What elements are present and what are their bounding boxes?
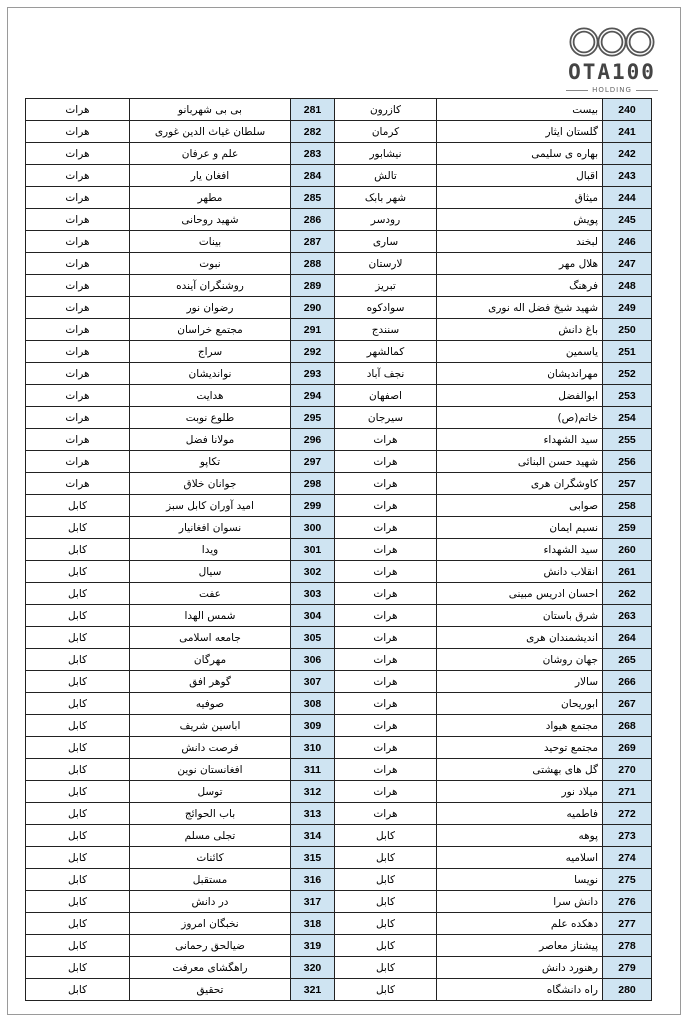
table-row [26,209,652,231]
table-row [26,803,652,825]
left-number-cell: 256 [603,451,652,473]
left-city-cell: رودسر [335,209,437,231]
left-city-cell: هرات [335,627,437,649]
left-name-cell: باغ دانش [437,319,603,341]
table-row [26,737,652,759]
right-name-cell: تحقیق [130,979,291,1001]
right-number-cell: 283 [291,143,335,165]
right-name-cell: بی بی شهربانو [130,99,291,121]
right-number-cell: 309 [291,715,335,737]
right-city-cell: هرات [26,297,130,319]
right-city-cell: کابل [26,671,130,693]
left-name-cell: اسلامیه [437,847,603,869]
left-city-cell: لارستان [335,253,437,275]
left-number-cell: 261 [603,561,652,583]
right-number-cell: 299 [291,495,335,517]
right-city-cell: هرات [26,99,130,121]
right-name-cell: روشنگران آینده [130,275,291,297]
knot-emblem-icon [562,22,662,62]
left-name-cell: فاطمیه [437,803,603,825]
right-city-cell: هرات [26,363,130,385]
left-city-cell: هرات [335,451,437,473]
table-row [26,407,652,429]
right-number-cell: 293 [291,363,335,385]
left-city-cell: کابل [335,847,437,869]
right-city-cell: کابل [26,979,130,1001]
table-row [26,649,652,671]
right-city-cell: کابل [26,649,130,671]
left-number-cell: 272 [603,803,652,825]
left-name-cell: میثاق [437,187,603,209]
right-number-cell: 307 [291,671,335,693]
right-name-cell: باب الحوائج [130,803,291,825]
right-name-cell: نبوت [130,253,291,275]
table-row [26,319,652,341]
left-city-cell: سوادکوه [335,297,437,319]
table-row [26,913,652,935]
right-city-cell: کابل [26,957,130,979]
table-row [26,341,652,363]
left-number-cell: 255 [603,429,652,451]
left-number-cell: 254 [603,407,652,429]
right-city-cell: کابل [26,627,130,649]
left-number-cell: 241 [603,121,652,143]
right-city-cell: هرات [26,165,130,187]
left-city-cell: شهر بابک [335,187,437,209]
right-city-cell: کابل [26,561,130,583]
right-number-cell: 314 [291,825,335,847]
left-city-cell: کابل [335,935,437,957]
right-city-cell: کابل [26,517,130,539]
right-name-cell: بینات [130,231,291,253]
company-logo [562,22,662,100]
table-row [26,165,652,187]
left-name-cell: دانش سرا [437,891,603,913]
right-number-cell: 301 [291,539,335,561]
right-city-cell: هرات [26,187,130,209]
left-number-cell: 264 [603,627,652,649]
right-number-cell: 286 [291,209,335,231]
right-city-cell: هرات [26,319,130,341]
right-number-cell: 308 [291,693,335,715]
left-name-cell: پویش [437,209,603,231]
table-row [26,847,652,869]
table-row [26,825,652,847]
table-row [26,561,652,583]
right-city-cell: کابل [26,935,130,957]
table-row [26,957,652,979]
right-number-cell: 305 [291,627,335,649]
left-name-cell: گل های بهشتی [437,759,603,781]
table-row [26,935,652,957]
right-number-cell: 281 [291,99,335,121]
left-number-cell: 252 [603,363,652,385]
left-name-cell: ابوریحان [437,693,603,715]
right-number-cell: 285 [291,187,335,209]
right-number-cell: 289 [291,275,335,297]
table-row [26,143,652,165]
left-city-cell: کابل [335,825,437,847]
right-city-cell: کابل [26,715,130,737]
left-number-cell: 271 [603,781,652,803]
left-name-cell: لبخند [437,231,603,253]
left-number-cell: 265 [603,649,652,671]
left-name-cell: دهکده علم [437,913,603,935]
right-name-cell: جوانان خلاق [130,473,291,495]
right-number-cell: 290 [291,297,335,319]
left-city-cell: هرات [335,517,437,539]
table-row [26,253,652,275]
left-name-cell: مجتمع توحید [437,737,603,759]
table-row [26,451,652,473]
table-row [26,759,652,781]
left-name-cell: اندیشمندان هری [437,627,603,649]
left-name-cell: سالار [437,671,603,693]
right-city-cell: هرات [26,473,130,495]
left-city-cell: هرات [335,671,437,693]
table-row [26,231,652,253]
left-name-cell: پوهه [437,825,603,847]
right-name-cell: مجتمع خراسان [130,319,291,341]
logo-wordmark: OTA100 [568,60,656,84]
left-name-cell: هلال مهر [437,253,603,275]
right-city-cell: هرات [26,209,130,231]
left-name-cell: نویسا [437,869,603,891]
left-city-cell: هرات [335,803,437,825]
right-name-cell: نخبگان امروز [130,913,291,935]
right-number-cell: 294 [291,385,335,407]
left-city-cell: هرات [335,693,437,715]
right-name-cell: شمس الهدا [130,605,291,627]
right-city-cell: هرات [26,407,130,429]
right-number-cell: 319 [291,935,335,957]
table-row [26,99,652,121]
right-city-cell: هرات [26,231,130,253]
right-name-cell: رضوان نور [130,297,291,319]
left-name-cell: فرهنگ [437,275,603,297]
left-city-cell: هرات [335,539,437,561]
right-name-cell: راهگشای معرفت [130,957,291,979]
right-name-cell: تجلی مسلم [130,825,291,847]
left-city-cell: نجف آباد [335,363,437,385]
left-number-cell: 266 [603,671,652,693]
left-number-cell: 242 [603,143,652,165]
logo-subtitle: HOLDING [562,86,662,94]
right-city-cell: هرات [26,385,130,407]
left-city-cell: کابل [335,957,437,979]
right-name-cell: فرصت دانش [130,737,291,759]
left-number-cell: 259 [603,517,652,539]
left-name-cell: شرق باستان [437,605,603,627]
right-number-cell: 296 [291,429,335,451]
left-number-cell: 262 [603,583,652,605]
table-row [26,605,652,627]
left-number-cell: 277 [603,913,652,935]
right-name-cell: هدایت [130,385,291,407]
left-city-cell: هرات [335,781,437,803]
left-city-cell: سیرجان [335,407,437,429]
right-name-cell: نواندیشان [130,363,291,385]
left-number-cell: 240 [603,99,652,121]
left-city-cell: هرات [335,737,437,759]
left-number-cell: 246 [603,231,652,253]
right-name-cell: در دانش [130,891,291,913]
table-row [26,297,652,319]
right-name-cell: جامعه اسلامی [130,627,291,649]
right-number-cell: 316 [291,869,335,891]
right-name-cell: علم و عرفان [130,143,291,165]
left-name-cell: راه دانشگاه [437,979,603,1001]
right-name-cell: سراج [130,341,291,363]
left-city-cell: سنندج [335,319,437,341]
right-city-cell: کابل [26,605,130,627]
left-number-cell: 276 [603,891,652,913]
left-name-cell: انقلاب دانش [437,561,603,583]
left-number-cell: 243 [603,165,652,187]
left-number-cell: 269 [603,737,652,759]
table-row [26,539,652,561]
left-number-cell: 279 [603,957,652,979]
right-city-cell: کابل [26,781,130,803]
left-city-cell: کابل [335,891,437,913]
left-city-cell: کازرون [335,99,437,121]
left-city-cell: هرات [335,605,437,627]
table-row [26,385,652,407]
school-list-table [25,98,652,1001]
right-city-cell: کابل [26,803,130,825]
right-city-cell: هرات [26,275,130,297]
left-city-cell: هرات [335,583,437,605]
right-number-cell: 298 [291,473,335,495]
left-name-cell: ابوالفضل [437,385,603,407]
right-number-cell: 282 [291,121,335,143]
right-city-cell: کابل [26,495,130,517]
left-city-cell: هرات [335,715,437,737]
right-number-cell: 291 [291,319,335,341]
right-name-cell: مستقبل [130,869,291,891]
left-number-cell: 244 [603,187,652,209]
table-row [26,429,652,451]
left-city-cell: کابل [335,913,437,935]
left-number-cell: 268 [603,715,652,737]
right-name-cell: گوهر افق [130,671,291,693]
right-city-cell: کابل [26,737,130,759]
left-name-cell: گلستان ایثار [437,121,603,143]
right-city-cell: هرات [26,429,130,451]
table-row [26,187,652,209]
left-number-cell: 278 [603,935,652,957]
right-number-cell: 310 [291,737,335,759]
right-city-cell: کابل [26,891,130,913]
left-name-cell: اقبال [437,165,603,187]
left-number-cell: 248 [603,275,652,297]
right-number-cell: 300 [291,517,335,539]
right-number-cell: 315 [291,847,335,869]
right-name-cell: امید آوران کابل سبز [130,495,291,517]
right-name-cell: سیال [130,561,291,583]
right-city-cell: هرات [26,143,130,165]
right-number-cell: 287 [291,231,335,253]
right-name-cell: تکاپو [130,451,291,473]
right-city-cell: کابل [26,825,130,847]
table-row [26,715,652,737]
left-number-cell: 275 [603,869,652,891]
right-number-cell: 302 [291,561,335,583]
right-name-cell: نسوان افغانیار [130,517,291,539]
right-city-cell: کابل [26,583,130,605]
right-name-cell: شهید روحانی [130,209,291,231]
table-row [26,473,652,495]
left-name-cell: سید الشهداء [437,539,603,561]
right-number-cell: 311 [291,759,335,781]
left-name-cell: پیشتاز معاصر [437,935,603,957]
right-name-cell: توسل [130,781,291,803]
right-name-cell: عفت [130,583,291,605]
table-row [26,891,652,913]
table-row [26,693,652,715]
right-number-cell: 295 [291,407,335,429]
left-name-cell: بهاره ی سلیمی [437,143,603,165]
left-number-cell: 263 [603,605,652,627]
table-row [26,275,652,297]
left-city-cell: کابل [335,869,437,891]
right-name-cell: مهرگان [130,649,291,671]
right-number-cell: 288 [291,253,335,275]
right-city-cell: کابل [26,869,130,891]
left-city-cell: اصفهان [335,385,437,407]
left-name-cell: یاسمین [437,341,603,363]
left-city-cell: کمالشهر [335,341,437,363]
left-name-cell: نسیم ایمان [437,517,603,539]
right-city-cell: هرات [26,341,130,363]
right-city-cell: کابل [26,847,130,869]
left-name-cell: سید الشهداء [437,429,603,451]
table-row [26,121,652,143]
left-number-cell: 280 [603,979,652,1001]
left-city-cell: هرات [335,473,437,495]
right-number-cell: 306 [291,649,335,671]
table-row [26,671,652,693]
right-city-cell: هرات [26,451,130,473]
right-number-cell: 317 [291,891,335,913]
right-number-cell: 292 [291,341,335,363]
right-number-cell: 304 [291,605,335,627]
left-number-cell: 253 [603,385,652,407]
right-number-cell: 320 [291,957,335,979]
left-name-cell: شهید شیخ فضل اله نوری [437,297,603,319]
left-number-cell: 247 [603,253,652,275]
right-number-cell: 297 [291,451,335,473]
right-name-cell: کائنات [130,847,291,869]
right-name-cell: مولانا فضل [130,429,291,451]
left-city-cell: نیشابور [335,143,437,165]
table-row [26,517,652,539]
table-row [26,583,652,605]
left-number-cell: 274 [603,847,652,869]
table-row [26,869,652,891]
left-number-cell: 267 [603,693,652,715]
right-city-cell: کابل [26,693,130,715]
left-name-cell: رهنورد دانش [437,957,603,979]
left-name-cell: بیست [437,99,603,121]
left-number-cell: 245 [603,209,652,231]
right-number-cell: 312 [291,781,335,803]
right-name-cell: ضیالحق رحمانی [130,935,291,957]
left-name-cell: شهید حسن البنائی [437,451,603,473]
left-number-cell: 251 [603,341,652,363]
right-city-cell: کابل [26,913,130,935]
left-city-cell: هرات [335,759,437,781]
left-number-cell: 260 [603,539,652,561]
left-name-cell: خاتم(ص) [437,407,603,429]
left-number-cell: 250 [603,319,652,341]
left-name-cell: میلاد نور [437,781,603,803]
right-number-cell: 284 [291,165,335,187]
left-city-cell: کابل [335,979,437,1001]
left-city-cell: هرات [335,429,437,451]
right-city-cell: کابل [26,759,130,781]
left-city-cell: هرات [335,495,437,517]
table-row [26,363,652,385]
right-name-cell: صوفیه [130,693,291,715]
right-number-cell: 318 [291,913,335,935]
left-city-cell: کرمان [335,121,437,143]
right-number-cell: 303 [291,583,335,605]
left-city-cell: هرات [335,561,437,583]
left-number-cell: 258 [603,495,652,517]
left-city-cell: ساری [335,231,437,253]
right-name-cell: افغان یار [130,165,291,187]
right-city-cell: هرات [26,253,130,275]
left-name-cell: مهراندیشان [437,363,603,385]
right-city-cell: کابل [26,539,130,561]
table-row [26,495,652,517]
left-number-cell: 273 [603,825,652,847]
right-name-cell: طلوع نوبت [130,407,291,429]
right-name-cell: مطهر [130,187,291,209]
left-number-cell: 257 [603,473,652,495]
left-name-cell: جهان روشان [437,649,603,671]
left-name-cell: مجتمع هیواد [437,715,603,737]
left-number-cell: 249 [603,297,652,319]
right-city-cell: هرات [26,121,130,143]
left-city-cell: هرات [335,649,437,671]
table-row [26,979,652,1001]
right-name-cell: ویدا [130,539,291,561]
right-name-cell: افغانستان نوین [130,759,291,781]
left-city-cell: تالش [335,165,437,187]
left-number-cell: 270 [603,759,652,781]
right-name-cell: سلطان غیاث الدین غوری [130,121,291,143]
right-number-cell: 321 [291,979,335,1001]
table-row [26,781,652,803]
left-city-cell: تبریز [335,275,437,297]
left-name-cell: صوابی [437,495,603,517]
right-number-cell: 313 [291,803,335,825]
table-row [26,627,652,649]
left-name-cell: کاوشگران هری [437,473,603,495]
right-name-cell: اباسین شریف [130,715,291,737]
left-name-cell: احسان ادریس مبینی [437,583,603,605]
